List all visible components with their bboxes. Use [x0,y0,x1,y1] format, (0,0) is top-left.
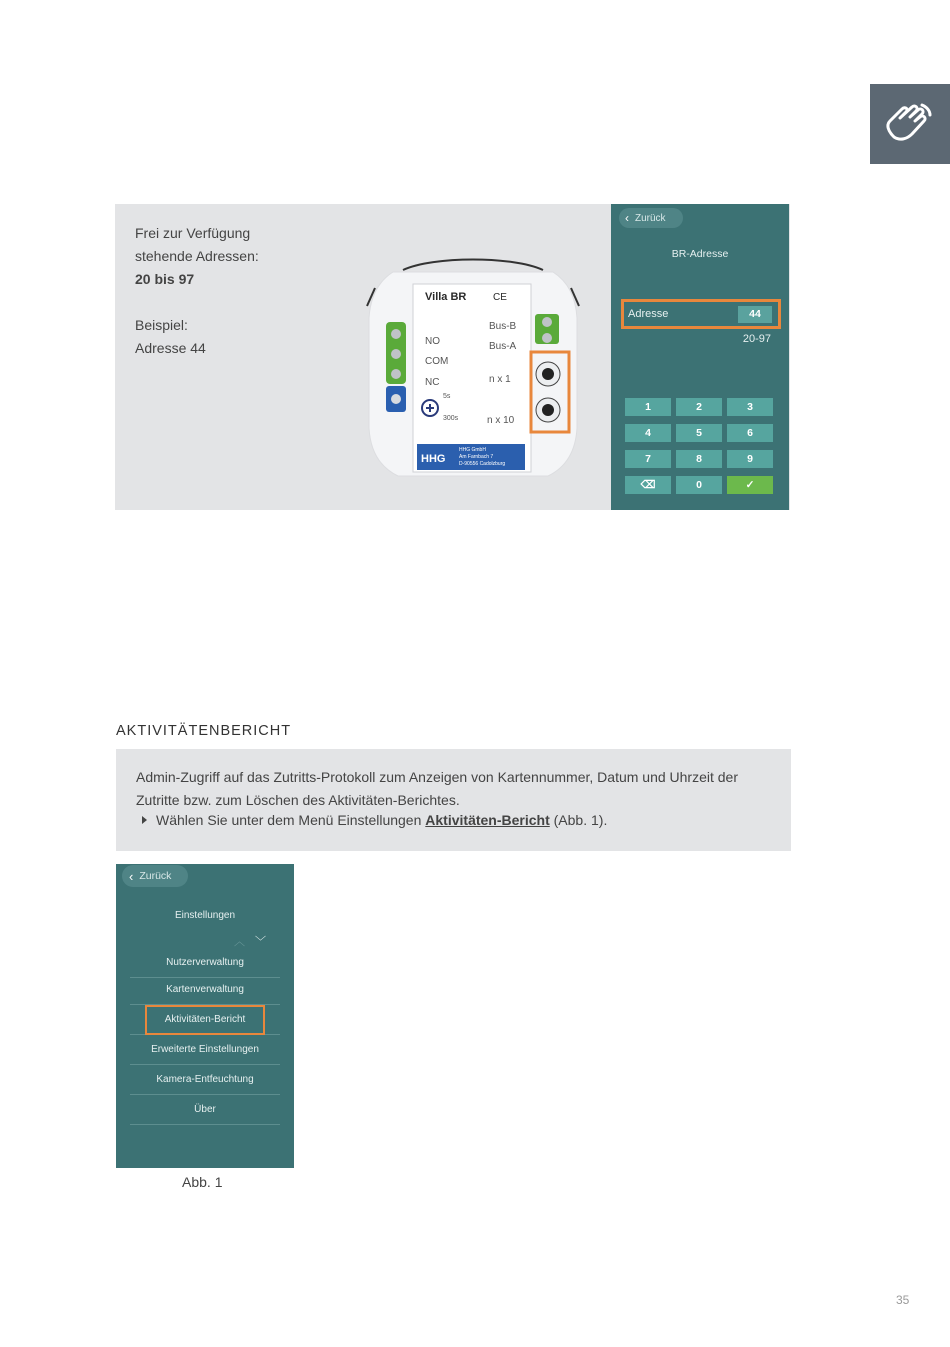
key-5[interactable]: 5 [676,424,722,442]
numeric-keypad [625,398,775,494]
address-input[interactable]: 44 [738,306,772,323]
menu-item-kamera-entfeuchtung[interactable]: Kamera-Entfeuchtung [130,1065,280,1095]
menu-item-ueber[interactable]: Über [130,1095,280,1125]
instruction-step [142,812,607,828]
menu-item-aktivitaeten-bericht-label: Aktivitäten-Bericht [145,1005,265,1035]
address-range: 20 bis 97 [135,271,195,287]
scroll-arrows [234,933,266,949]
terminal-nc: NC [425,377,440,388]
key-3[interactable]: 3 [727,398,773,416]
n-x-1-label: n x 1 [489,374,511,385]
menu-item-nutzerverwaltung[interactable]: Nutzerverwaltung [130,948,280,978]
chevron-left-icon: ‹ [625,211,629,225]
n-x-10-label: n x 10 [487,415,515,426]
company-line-1: HHG GmbH [459,447,486,453]
info-line-2: stehende Adressen: [135,248,259,264]
terminal-com: COM [425,356,449,367]
address-info-box [115,204,790,510]
timer-min-label: 5s [443,393,451,400]
settings-menu-screen [116,864,294,1168]
company-line-2: Am Farnbach 7 [459,454,494,460]
chevron-down-icon[interactable]: ﹀ [255,936,266,948]
menu-item-kartenverwaltung[interactable]: Kartenverwaltung [130,975,280,1005]
br-address-screen [611,204,789,510]
description-text: Admin-Zugriff auf das Zutritts-Protokoll zum Anzeigen von Kartennummer, Datum und Uhrzeit der Zutritte bzw. zum Löschen des Aktivitäten-Berichtes. [136,769,739,808]
address-info-text [135,222,259,360]
company-line-3: D-90556 Cadolzburg [459,461,506,467]
menu-item-erweiterte-einstellungen[interactable]: Erweiterte Einstellungen [130,1035,280,1065]
example-label: Beispiel: [135,317,188,333]
info-line-1: Frei zur Verfügung [135,225,251,241]
brand-logo: HHG [421,453,446,465]
address-range-hint: 20-97 [742,333,771,345]
step-suffix: (Abb. 1). [549,812,608,828]
menu-title: Einstellungen [174,910,236,921]
villa-br-module-image [363,258,583,483]
key-7[interactable]: 7 [625,450,671,468]
example-value: Adresse 44 [135,340,206,356]
address-label: Adresse [628,308,669,320]
section-tab [870,84,950,164]
step-link: Aktivitäten-Bericht [425,812,550,828]
menu-back-button[interactable] [122,865,188,887]
page-number: 35 [896,1293,910,1307]
back-label: Zurück [635,212,666,224]
key-0[interactable]: 0 [676,476,722,494]
key-2[interactable]: 2 [676,398,722,416]
chevron-left-icon: ‹ [129,868,134,884]
screen-title: BR-Adresse [671,248,729,260]
backspace-icon[interactable]: ⌫ [625,476,671,494]
section-heading: AKTIVITÄTENBERICHT [116,723,292,739]
terminal-no: NO [425,336,440,347]
confirm-check-icon[interactable]: ✓ [727,476,773,494]
key-4[interactable]: 4 [625,424,671,442]
figure-caption: Abb. 1 [182,1174,223,1190]
key-6[interactable]: 6 [727,424,773,442]
key-8[interactable]: 8 [676,450,722,468]
bus-a-label: Bus-A [489,341,517,352]
bullet-arrow-icon [142,816,147,824]
key-1[interactable]: 1 [625,398,671,416]
address-field-highlight[interactable] [621,299,781,329]
menu-item-aktivitaeten-bericht[interactable] [130,1005,280,1035]
step-prefix: Wählen Sie unter dem Menü Einstellungen [156,812,426,828]
timer-max-label: 300s [443,415,459,422]
key-9[interactable]: 9 [727,450,773,468]
bus-b-label: Bus-B [489,321,517,332]
activity-report-description-box [116,749,791,851]
back-button[interactable] [619,208,683,228]
menu-back-label: Zurück [139,870,172,882]
device-name: Villa BR [425,291,467,303]
chevron-up-icon[interactable]: ︿ [234,936,245,948]
ce-mark: CE [493,292,507,303]
touch-hand-icon [882,101,938,147]
